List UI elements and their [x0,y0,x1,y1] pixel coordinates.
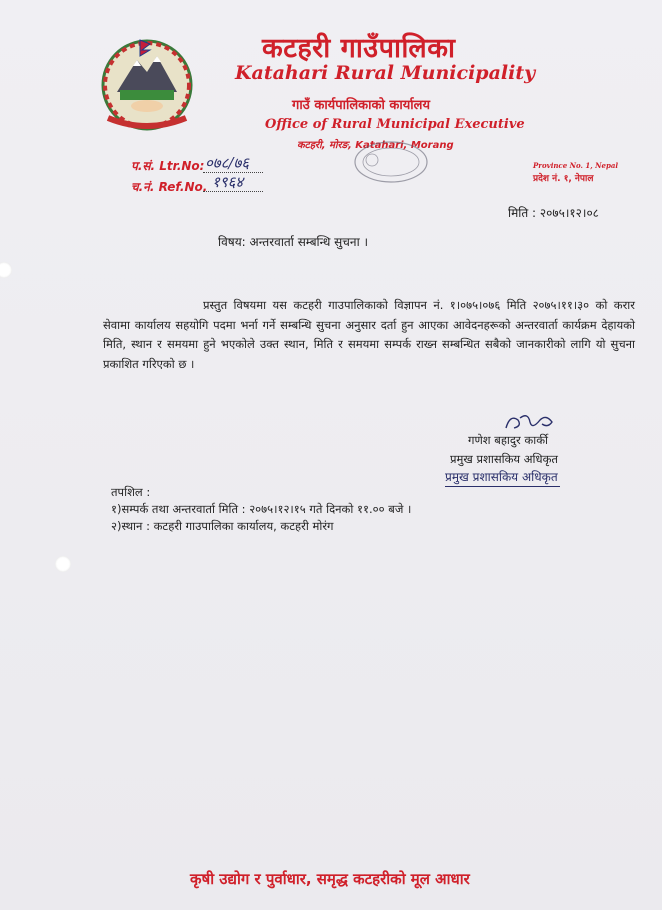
punch-hole-top [0,262,12,278]
signatory-name: गणेश बहादुर कार्की [468,433,549,447]
nepal-emblem-logo [92,30,202,140]
details-item-contact-date: १)सम्पर्क तथा अन्तरवार्ता मिति : २०७५।१२।१५ गते दिनको ११.०० बजे । [111,502,412,516]
province-nepali: प्रदेश नं. १, नेपाल [533,174,594,184]
reference-number-label: च.नं. Ref.No. [131,180,208,194]
details-heading: तपशिल : [111,485,151,499]
office-seal-stamp [352,140,430,184]
province-english: Province No. 1, Nepal [533,161,619,170]
punch-hole-bottom [55,556,71,572]
details-item-location: २)स्थान : कटहरी गाउपालिका कार्यालय, कटहरी मोरंग [111,519,334,533]
letter-subject: विषय: अन्तरवार्ता सम्बन्धि सुचना । [218,235,369,249]
municipality-name-english: Katahari Rural Municipality [235,62,536,84]
handwritten-signature [500,410,560,434]
letter-date: मिति : २०७५।१२।०८ [508,206,599,220]
letter-body: प्रस्तुत विषयमा यस कटहरी गाउपालिकाको विज्ञापन नं. १।०७५।०७६ मिति २०७५।११।३० को करार सेवामा कार्यालय सहयोगि पदमा भर्ना गर्ने सम्बन्धि सुचना अनुसार दर्ता हुन आएका आवेदनहरूको अन्तरवार्ता कार्यक्रम देहायको मिति, स्थान र समयमा हुने भएकोले उक्त स्थान, मिति र समयमा सम्पर्क राख्न सम्बन्धित सबैको जानकारीको लागि यो सुचना प्रकाशित गरिएको छ । [103,298,635,371]
reference-number-line [203,191,263,192]
footer-slogan: कृषी उद्योग र पुर्वाधार, समृद्ध कटहरीको मूल आधार [190,870,470,888]
office-name-english: Office of Rural Municipal Executive [265,117,525,132]
reference-number-value: १९६४ [212,173,244,191]
signatory-title-stamp: प्रमुख प्रशासकिय अधिकृत [445,468,560,487]
office-name-nepali: गाउँ कार्यपालिकाको कार्यालय [292,98,430,113]
office-address: कटहरी, मोरङ, Katahari, Morang [297,140,454,151]
signatory-title: प्रमुख प्रशासकिय अधिकृत [450,452,558,466]
letter-number-value: ०७८/७६ [205,154,250,172]
municipality-name-nepali: कटहरी गाउँपालिका [262,33,456,64]
letter-number-label: प.सं. Ltr.No: [131,159,205,173]
